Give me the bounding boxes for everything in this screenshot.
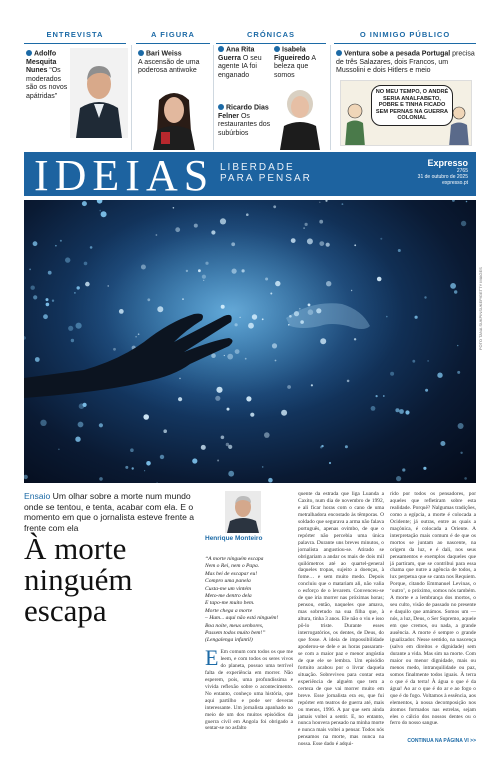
issue-number: 2765 (456, 168, 468, 174)
sparkle-dot (216, 387, 222, 393)
bullet-icon (218, 46, 224, 52)
teaser-figura[interactable] (138, 50, 208, 76)
sparkle-dot (303, 227, 305, 229)
sparkle-dot (52, 300, 54, 302)
sparkle-dot (262, 318, 264, 320)
sparkle-dot (240, 317, 241, 318)
sparkle-dot (130, 448, 134, 452)
section-title: IDEIAS (34, 151, 215, 200)
sparkle-dot (215, 396, 220, 401)
sparkle-dot (113, 348, 116, 351)
photo-credit: FOTO TANA SUKPINSUKEP/GETTY IMAGES (478, 267, 483, 350)
sparkle-dot (203, 280, 204, 281)
hero-photo (24, 200, 476, 483)
drop-cap: E (205, 649, 219, 670)
sparkle-dot (354, 338, 356, 340)
sparkle-dot (402, 468, 405, 471)
sparkle-dot (386, 316, 388, 318)
sparkle-dot (329, 462, 331, 464)
teaser-name: Adolfo Mesquita Nunes (26, 50, 57, 75)
sparkle-dot (157, 306, 163, 312)
sparkle-dot (235, 349, 240, 354)
sparkle-dot (440, 441, 445, 446)
sparkle-dot (399, 409, 404, 414)
sparkle-dot (75, 437, 80, 442)
sparkle-dot (412, 360, 415, 363)
category-inimigo-publico[interactable]: O INIMIGO PÚBLICO (359, 30, 451, 39)
category-entrevista[interactable]: ENTREVISTA (46, 30, 104, 39)
sparkle-dot (60, 240, 62, 242)
sparkle-dot (77, 286, 80, 289)
teaser-cronica-ana-rita-guerra[interactable] (218, 46, 273, 80)
sparkle-dot (178, 397, 182, 401)
teaser-text: A ascensão de uma poderosa antiwoke (138, 58, 200, 75)
sparkle-dot (326, 243, 330, 247)
teaser-text: O seu agente IA foi enganado (218, 54, 262, 79)
cartoon (340, 80, 472, 146)
sparkle-dot (143, 414, 149, 420)
bullet-icon (274, 46, 280, 52)
sparkle-dot (351, 290, 352, 291)
sparkle-dot (246, 396, 251, 401)
sparkle-dot (231, 242, 235, 246)
sparkle-dot (464, 477, 467, 480)
sparkle-dot (97, 200, 103, 204)
sparkle-dot (262, 466, 264, 468)
sparkle-dot (347, 380, 350, 383)
brand-name: Expresso (427, 158, 468, 168)
sparkle-dot (74, 292, 76, 294)
teaser-name: Ana Rita Guerra (218, 46, 255, 62)
sparkle-dot (119, 309, 124, 314)
article-headline: À morte ninguém escapa (24, 531, 133, 628)
sparkle-dot (198, 269, 201, 272)
article-kicker: Ensaio (24, 491, 51, 501)
sparkle-dot (287, 385, 291, 389)
sparkle-dot (325, 200, 327, 202)
portrait-adolfo-mesquita-nunes (70, 48, 128, 138)
sparkle-dot (146, 461, 151, 466)
sparkle-dot (383, 395, 385, 397)
sparkle-dot (175, 227, 180, 232)
teaser-text: Os restaurantes dos subúrbios (218, 112, 271, 137)
category-rule (216, 43, 326, 44)
brand-block (418, 158, 468, 186)
portrait-isabela-figueiredo (274, 84, 326, 150)
sparkle-dot (299, 308, 301, 310)
sparkle-dot (320, 338, 326, 344)
sparkle-dot (194, 224, 198, 228)
sparkle-dot (235, 323, 238, 326)
category-rule (136, 43, 210, 44)
portrait-bari-weiss (145, 88, 203, 150)
sparkle-dot (58, 449, 60, 451)
sparkle-dot (272, 343, 277, 348)
sparkle-dot (99, 210, 101, 212)
teaser-name: Bari Weiss (146, 50, 182, 58)
bullet-icon (138, 50, 144, 56)
sparkle-dot (248, 323, 254, 329)
sparkle-dot (311, 384, 313, 386)
sparkle-dot (319, 241, 324, 246)
sparkle-dot (202, 275, 206, 279)
sparkle-dot (211, 230, 215, 234)
sparkle-dot (179, 378, 181, 380)
author-photo (225, 491, 261, 533)
section-masthead (24, 151, 476, 200)
sparkle-dot (461, 221, 466, 226)
sparkle-dot (460, 452, 462, 454)
sparkle-dot (405, 410, 409, 414)
sparkle-dot (35, 357, 40, 362)
sparkle-dot (425, 389, 428, 392)
sparkle-dot (84, 262, 88, 266)
sparkle-dot (132, 467, 134, 469)
section-tagline: LIBERDADE PARA PENSAR (220, 162, 312, 184)
cartoon-speech-bubble: NO MEU TEMPO, O ANDRÉ SERIA ANALFABETO, POBRE E TINHA FICADO SEM PERNAS NA GUERRA COLONIAL (371, 85, 453, 126)
sparkle-dot (450, 283, 456, 289)
sparkle-dot (138, 333, 140, 335)
sparkle-dot (423, 467, 426, 470)
teaser-cronica-isabela-figueiredo[interactable] (274, 46, 326, 80)
sparkle-dot (33, 241, 38, 246)
sparkle-dot (135, 336, 137, 338)
sparkle-dot (319, 202, 320, 203)
sparkle-dot (90, 246, 93, 249)
teaser-text: precisa de três Salazares, dois Francos, um Mussolini e dois Hitlers e meio (336, 50, 475, 75)
sparkle-dot (454, 290, 457, 293)
sparkle-dot (125, 466, 128, 469)
sparkle-dot (82, 201, 87, 206)
sparkle-dot (458, 423, 464, 429)
sparkle-dot (342, 203, 344, 205)
sparkle-dot (76, 323, 82, 329)
sparkle-dot (46, 298, 49, 301)
sparkle-dot (228, 445, 232, 449)
sparkle-dot (29, 269, 31, 271)
sparkle-dot (173, 207, 175, 209)
article-lead-text: Um olhar sobre a morte num mundo onde se tentou, e tenta, acabar com ela. E o momento em que o jornalista esteve frente a frente com ela (24, 491, 195, 533)
sparkle-dot (390, 372, 394, 376)
sparkle-dot (305, 223, 308, 226)
sparkle-dot (228, 471, 234, 477)
category-figura[interactable]: A FIGURA (151, 30, 195, 39)
sparkle-dot (160, 455, 164, 459)
sparkle-dot (319, 220, 323, 224)
sparkle-dot (205, 262, 208, 265)
sparkle-dot (68, 326, 73, 331)
teaser-inimigo-publico[interactable] (336, 50, 476, 76)
sparkle-dot (141, 265, 146, 270)
sparkle-dot (43, 314, 48, 319)
sparkle-dot (380, 238, 382, 240)
sparkle-dot (291, 238, 296, 243)
sparkle-dot (227, 354, 233, 360)
sparkle-dot (275, 281, 280, 286)
sparkle-dot (275, 360, 277, 362)
hero-sparkles (24, 200, 476, 483)
sparkle-dot (354, 244, 356, 246)
article-lead (24, 491, 201, 533)
bullet-icon (26, 50, 32, 56)
teaser-name: Ricardo Dias Felner (218, 104, 269, 120)
sparkle-dot (99, 477, 103, 481)
sparkle-dot (211, 353, 216, 358)
sparkle-dot (227, 408, 230, 411)
sparkle-dot (265, 278, 268, 281)
sparkle-dot (156, 234, 158, 236)
sparkle-dot (221, 305, 225, 309)
sparkle-dot (415, 316, 418, 319)
teaser-text: A beleza que somos (274, 54, 316, 79)
sparkle-dot (220, 218, 226, 224)
sparkle-dot (192, 458, 197, 463)
article-byline[interactable]: Henrique Monteiro (205, 535, 263, 542)
sparkle-dot (55, 245, 57, 247)
sparkle-dot (457, 345, 458, 346)
sparkle-dot (245, 358, 247, 360)
sparkle-dot (321, 445, 323, 447)
article-column-2: quente da estrada que liga Luanda a Caxito, num dia de novembro de 1992, e ali ficar horas com o cano de uma metralhadora encostado às têmporas. O soldado que segurava a arma não falava português, apenas ovimbo, de que o repórter não percebia uma única palavra. Durante uns breves minutos, o jornalista angustiou-se. Atirado se obrigariam a andar os mais de dois mil quilómetros até ao quartel-general daqueles tropas, sujeito a doenças, à fome… e sem muito medo. Depois concluiu que o matariam ali, não valia o esforço de o levarem. Convenceu-se de que iria morrer nas próximas horas; pensou, então, naqueles que amava, mas sobretudo na sua filha que, à altura, tinha 3 anos. Ele não o viu e isso pô-lo triste. Durante esses interrogatórios, os dentes, de Deus, do que fosse. A ideia de impossibilidade apoderou-se dele e as horas passaram-se com a maior paz e menor angústia de que ele se lembra. Um episódio fortuito acabou por o livrar daquela situação. Sobreviveu para contar esta experiência de alguém que tem a certeza de que vai morrer muito em breve. Esse jornalista era eu, que fui repórter em teatros de guerra até, mais ou menos, 1996. A par que sem ainda jamais voltei a sentir. E, no entanto, nunca houvera pensado na minha morte e nunca mais voltei a pensar. Todos nós pensamos na morte, mas nunca na nossa. Esse dado é adqui- (298, 491, 384, 748)
sparkle-dot (371, 406, 376, 411)
sparkle-dot (71, 339, 74, 342)
sparkle-dot (144, 470, 145, 471)
sparkle-dot (377, 277, 382, 282)
sparkle-dot (396, 476, 401, 481)
sparkle-dot (398, 249, 401, 252)
sparkle-dot (345, 445, 348, 448)
bullet-icon (218, 104, 224, 110)
issue-date: 31 de outubro de 2025 (417, 174, 468, 180)
sparkle-dot (163, 429, 167, 433)
sparkle-dot (452, 200, 455, 202)
sparkle-dot (270, 293, 272, 295)
teaser-name: Isabela Figueiredo (274, 46, 310, 62)
sparkle-dot (457, 371, 460, 374)
sparkle-dot (427, 360, 429, 362)
article-column-3: rido por todos os pensadores, por aqueles que refletiram sobre esta realidade. Porquê? Nalgumas tradições, como a egípcia, a morte é colocada a Ocidente; já outras, entre as quais a maçónica, é colocada a Oriente. A interpretação mais comum é de que os mortos se juntam ao nascente, na origem da luz, e é dali, nos seus pensamentos e exemplos daqueles que já partiram, que se contribui para essa chama que nutre a agência de todos, a lux perpetua que se canta nos Requiem. Porque, citando Emmanuel Levinas, o ‘outro’, o próximo, somos nós também. A morte e a lembrança dos mortos, o seu culto, visão de passado no presente e daquilo que amámos. Somos um — nós, a luz, Deus, o Ser Supremo, aquele em que cremos, ou nada, a grande ausência. A morte é sempre o grande igualizador. Nesse sentido, na nascença (salvo em direitos e dignidade) sem durante a vida. Mas sim na morte. Com maior ou menor dignidade, mais ou menos medo, intranquilidade ou paz, somos finalmente todos iguais. À terra o que é da terra! À água o que é da água! Ao ar o que é do ar e ao fogo o que é do fogo. Voltamos à essência, aos elementos, à nossa decomposição nos átomos formados nas estrelas, sejam eles o cálcio dos nossos dentes ou o ferro do nosso sangue. (390, 491, 476, 727)
sparkle-dot (157, 482, 158, 483)
teaser-cronica-ricardo-dias-felner[interactable] (218, 104, 272, 138)
sparkle-dot (217, 460, 219, 462)
brand-site[interactable]: expresso.pt (442, 180, 468, 186)
sparkle-dot (246, 213, 249, 216)
sparkle-dot (147, 298, 150, 301)
category-rule (334, 43, 476, 44)
article-epigraph: “A morte ninguém escapa Nem o Rei, nem o Papa. Mas hei de escapar eu! Compro uma panela Custa-me um vintém Meto-me dentro dela E tapo-me muito bem. Morte chega a morte – Hum... aqui não está ninguém! Boa noite, meus senhores, Passem todos muito bem!” (Lengalenga infantil) (205, 556, 279, 644)
sparkle-dot (250, 413, 254, 417)
sparkle-dot (308, 304, 311, 307)
sparkle-dot (46, 303, 50, 307)
sparkle-dot (79, 403, 85, 409)
sparkle-dot (85, 282, 90, 287)
sparkle-dot (221, 436, 225, 440)
sparkle-dot (264, 432, 270, 438)
sparkle-dot (33, 295, 37, 299)
category-cronicas[interactable]: CRÓNICAS (246, 30, 295, 39)
sparkle-dot (31, 286, 35, 290)
sparkle-dot (376, 395, 378, 397)
sparkle-dot (268, 478, 273, 483)
teaser-name: Ventura sobe a pesada Portugal (344, 50, 451, 58)
bullet-icon (336, 50, 342, 56)
continue-link[interactable]: CONTINUA NA PÁGINA VI >> (407, 738, 476, 744)
teaser-entrevista[interactable] (26, 50, 70, 101)
column-divider (213, 45, 214, 150)
sparkle-dot (24, 475, 28, 479)
column-divider (131, 45, 132, 150)
sparkle-dot (424, 296, 426, 298)
article-column-1: E Em comum com todos os que me leem, e com todos os seres vivos do planeta, possuo uma terrível falta de experiência em morrer. Não esperem, pois, uma profundíssima e vivida reflexão sobre o acontecimento. No entanto, conheço uma história, que aqui partilho e pode ser deveras interessante. Um jornalista apanhado no meio de um dos muitos episódios da guerra civil em Angola foi obrigado a sentar-se no asfalto (205, 649, 293, 732)
sparkle-dot (99, 423, 103, 427)
sparkle-dot (48, 271, 52, 275)
sparkle-dot (24, 336, 26, 340)
sparkle-dot (466, 201, 468, 203)
sparkle-dot (182, 298, 184, 300)
sparkle-dot (108, 285, 109, 286)
category-rule (24, 43, 126, 44)
teaser-text: “Os moderados são os novos apátridas” (26, 67, 68, 100)
sparkle-dot (65, 257, 70, 262)
sparkle-dot (281, 410, 287, 416)
sparkle-dot (186, 270, 188, 272)
sparkle-dot (273, 205, 276, 208)
sparkle-dot (40, 420, 46, 426)
sparkle-dot (252, 314, 257, 319)
sparkle-dot (232, 269, 237, 274)
sparkle-dot (78, 422, 84, 428)
sparkle-dot (201, 445, 206, 450)
sparkle-dot (326, 281, 331, 286)
sparkle-dot (307, 238, 313, 244)
sparkle-dot (242, 269, 245, 272)
sparkle-dot (395, 408, 399, 412)
column-divider (330, 45, 331, 150)
sparkle-dot (437, 373, 442, 378)
sparkle-dot (101, 211, 107, 217)
sparkle-dot (224, 355, 225, 356)
